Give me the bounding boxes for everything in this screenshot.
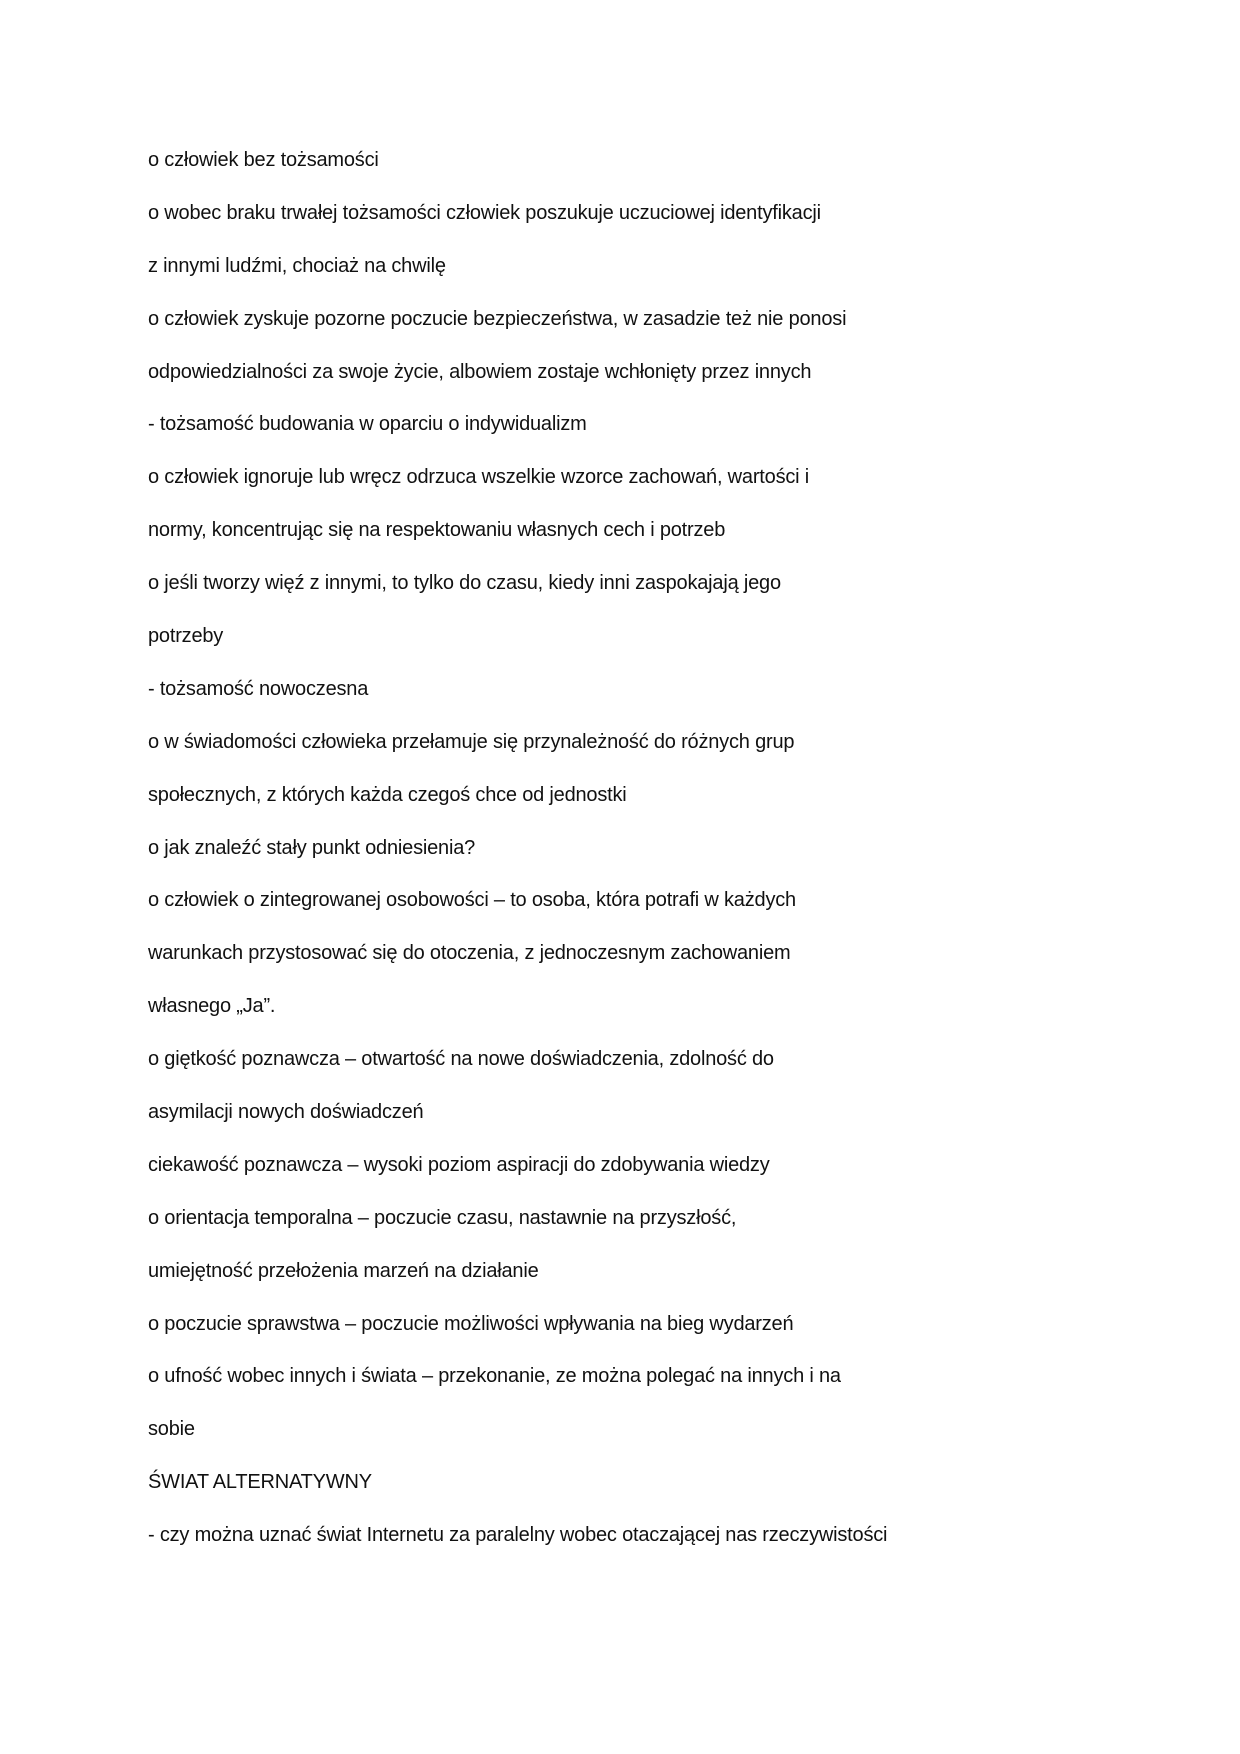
text-line: z innymi ludźmi, chociaż na chwilę	[148, 254, 446, 277]
text-line: o wobec braku trwałej tożsamości człowiek poszukuje uczuciowej identyfikacji	[148, 201, 821, 224]
text-line: potrzeby	[148, 625, 224, 648]
text-line: normy, koncentrując się na respektowaniu własnych cech i potrzeb	[148, 519, 726, 542]
text-line: umiejętność przełożenia marzeń na działanie	[148, 1259, 539, 1282]
text-line: o w świadomości człowieka przełamuje się przynależność do różnych grup	[148, 730, 795, 753]
text-line: sobie	[148, 1418, 195, 1441]
text-line: o ufność wobec innych i świata – przekonanie, ze można polegać na innych i na	[148, 1365, 841, 1388]
text-line: ciekawość poznawcza – wysoki poziom aspiracji do zdobywania wiedzy	[148, 1153, 770, 1176]
text-line: o człowiek ignoruje lub wręcz odrzuca wszelkie wzorce zachowań, wartości i	[148, 466, 810, 489]
text-line: o człowiek o zintegrowanej osobowości – to osoba, która potrafi w każdych	[148, 889, 796, 912]
text-line: o poczucie sprawstwa – poczucie możliwości wpływania na bieg wydarzeń	[148, 1312, 794, 1335]
text-line: warunkach przystosować się do otoczenia, z jednoczesnym zachowaniem	[148, 942, 791, 965]
document-body	[148, 140, 1178, 1568]
text-line: o człowiek zyskuje pozorne poczucie bezpieczeństwa, w zasadzie też nie ponosi	[148, 307, 847, 330]
text-line: społecznych, z których każda czegoś chce od jednostki	[148, 783, 627, 806]
text-line: asymilacji nowych doświadczeń	[148, 1101, 424, 1124]
text-line: własnego „Ja”.	[148, 995, 276, 1018]
text-line: o jak znaleźć stały punkt odniesienia?	[148, 836, 476, 859]
text-line: o orientacja temporalna – poczucie czasu, nastawnie na przyszłość,	[148, 1206, 737, 1229]
text-line: - czy można uznać świat Internetu za paralelny wobec otaczającej nas rzeczywistości	[148, 1524, 888, 1547]
text-line: - tożsamość nowoczesna	[148, 677, 369, 700]
text-line: o człowiek bez tożsamości	[148, 149, 379, 171]
section-heading: ŚWIAT ALTERNATYWNY	[148, 1471, 372, 1494]
text-line: odpowiedzialności za swoje życie, albowiem zostaje wchłonięty przez innych	[148, 360, 812, 383]
text-line: - tożsamość budowania w oparciu o indywidualizm	[148, 413, 587, 436]
text-line: o jeśli tworzy więź z innymi, to tylko do czasu, kiedy inni zaspokajają jego	[148, 572, 781, 595]
text-line: o giętkość poznawcza – otwartość na nowe doświadczenia, zdolność do	[148, 1048, 774, 1071]
